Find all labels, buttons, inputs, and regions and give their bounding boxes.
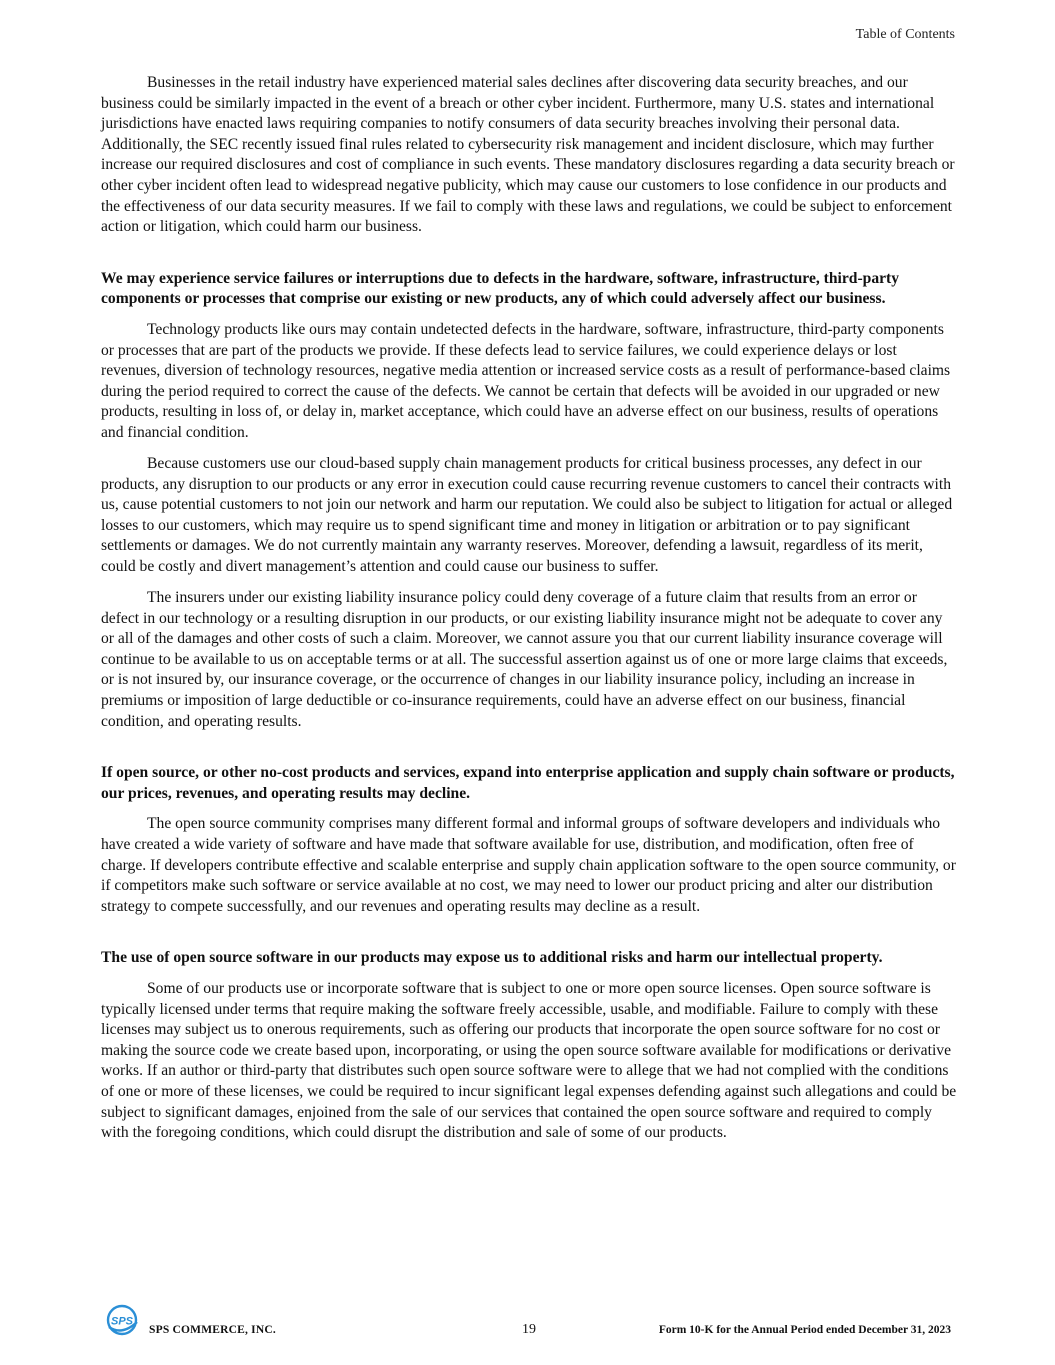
form-reference: Form 10-K for the Annual Period ended December 31, 2023 xyxy=(658,1324,951,1336)
page-number: 19 xyxy=(522,1322,536,1337)
paragraph: The open source community comprises many different formal and informal groups of software developers and individuals who have created a wide variety of software and have made that software available for use, distribution, and modification, often free of charge. If developers contribute effective and scalable enterprise and supply chain application software to the open source community, or if competitors make such software or service available at no cost, we may need to lower our product pricing and alter our distribution strategy to compete successfully, and our revenues and operating results may decline as a result. xyxy=(101,815,956,915)
document-body xyxy=(101,73,957,1144)
paragraph: Because customers use our cloud-based supply chain management products for critical business processes, any defect in our products, any disruption to our products or any error in execution could cause recurring revenue customers to cancel their contracts with us, cause potential customers to not join our network and harm our reputation. We could also be subject to litigation for actual or alleged losses to our customers, which may require us to spend significant time and money in litigation or arbitration or to pay significant settlements or damages. We do not currently maintain any warranty reserves. Moreover, defending a lawsuit, regardless of its merit, could be costly and divert management’s attention and could cause our business to suffer. xyxy=(101,455,953,575)
section-heading-open-source-competition: If open source, or other no-cost products and services, expand into enterprise application and supply chain software or products, our prices, revenues, and operating results may decline. xyxy=(101,764,955,802)
section-heading-service-failures: We may experience service failures or interruptions due to defects in the hardware, software, infrastructure, third-party components or processes that comprise our existing or new products, any of which could adversely affect our business. xyxy=(101,269,900,308)
table-of-contents-link[interactable]: Table of Contents xyxy=(855,27,955,42)
intro-paragraph: Businesses in the retail industry have experienced material sales declines after discovering data security breaches, and our business could be similarly impacted in the event of a breach or other cyber incident. Furthermore, many U.S. states and international jurisdictions have enacted laws requiring companies to notify consumers of data security breaches involving their personal data. Additionally, the SEC recently issued final rules related to cybersecurity risk management and incident disclosure, which may further increase our required disclosures and cost of compliance in such events. These mandatory disclosures regarding a data security breach or other cyber incident often lead to widespread negative publicity, which may cause our customers to lose confidence in our products and the effectiveness of our data security measures. If we fail to comply with these laws and regulations, we could be subject to enforcement action or litigation, which could harm our business. xyxy=(101,74,955,236)
section-heading-open-source-risks: The use of open source software in our products may expose us to additional risks and harm our intellectual property. xyxy=(101,949,883,967)
sps-logo-text: SPS xyxy=(110,1315,134,1328)
paragraph: Some of our products use or incorporate software that is subject to one or more open source licenses. Open source software is typically licensed under terms that require making the software freely accessible, usable, and modifiable. Failure to comply with these licenses may subject us to onerous requirements, such as offering our products that incorporate the open source software for no cost or making the source code we create based upon, incorporating, or using the open source software available for modifications or derivative works. If an author or third-party that distributes such open source software were to allege that we had not complied with the conditions of one or more of these licenses, we could be required to incur significant legal expenses defending against such allegations and could be subject to significant damages, enjoined from the sale of our services that contained the open source software and required to comply with the foregoing conditions, which could disrupt the distribution and sale of some of our products. xyxy=(101,979,957,1142)
page-footer xyxy=(101,1300,957,1345)
paragraph: The insurers under our existing liability insurance policy could deny coverage of a future claim that results from an error or defect in our technology or a resulting disruption in our products, or our existing liability insurance might not be adequate to cover any or all of the damages and other costs of such a claim. Moreover, we cannot assure you that our current liability insurance coverage will continue to be available to us on acceptable terms or at all. The successful assertion against us of one or more large claims that exceeds, or is not insured by, our insurance coverage, or the occurrence of changes in our liability insurance policy, including an increase in premiums or imposition of large deductible or co-insurance requirements, could have an adverse effect on our business, financial condition, and operating results. xyxy=(101,589,948,730)
company-name: SPS COMMERCE, INC. xyxy=(149,1324,276,1336)
paragraph: Technology products like ours may contain undetected defects in the hardware, software, infrastructure, third-party components or processes that are part of the products we provide. If these defects lead to service failures, we could experience delays or lost revenues, diversion of technology resources, negative media attention or increased service costs as a result of performance-based claims during the period required to correct the cause of the defects. We cannot be certain that defects will be avoided in our upgraded or new products, resulting in loss of, or delay in, market acceptance, which could have an adverse effect on our business, results of operations and financial condition. xyxy=(101,320,951,441)
